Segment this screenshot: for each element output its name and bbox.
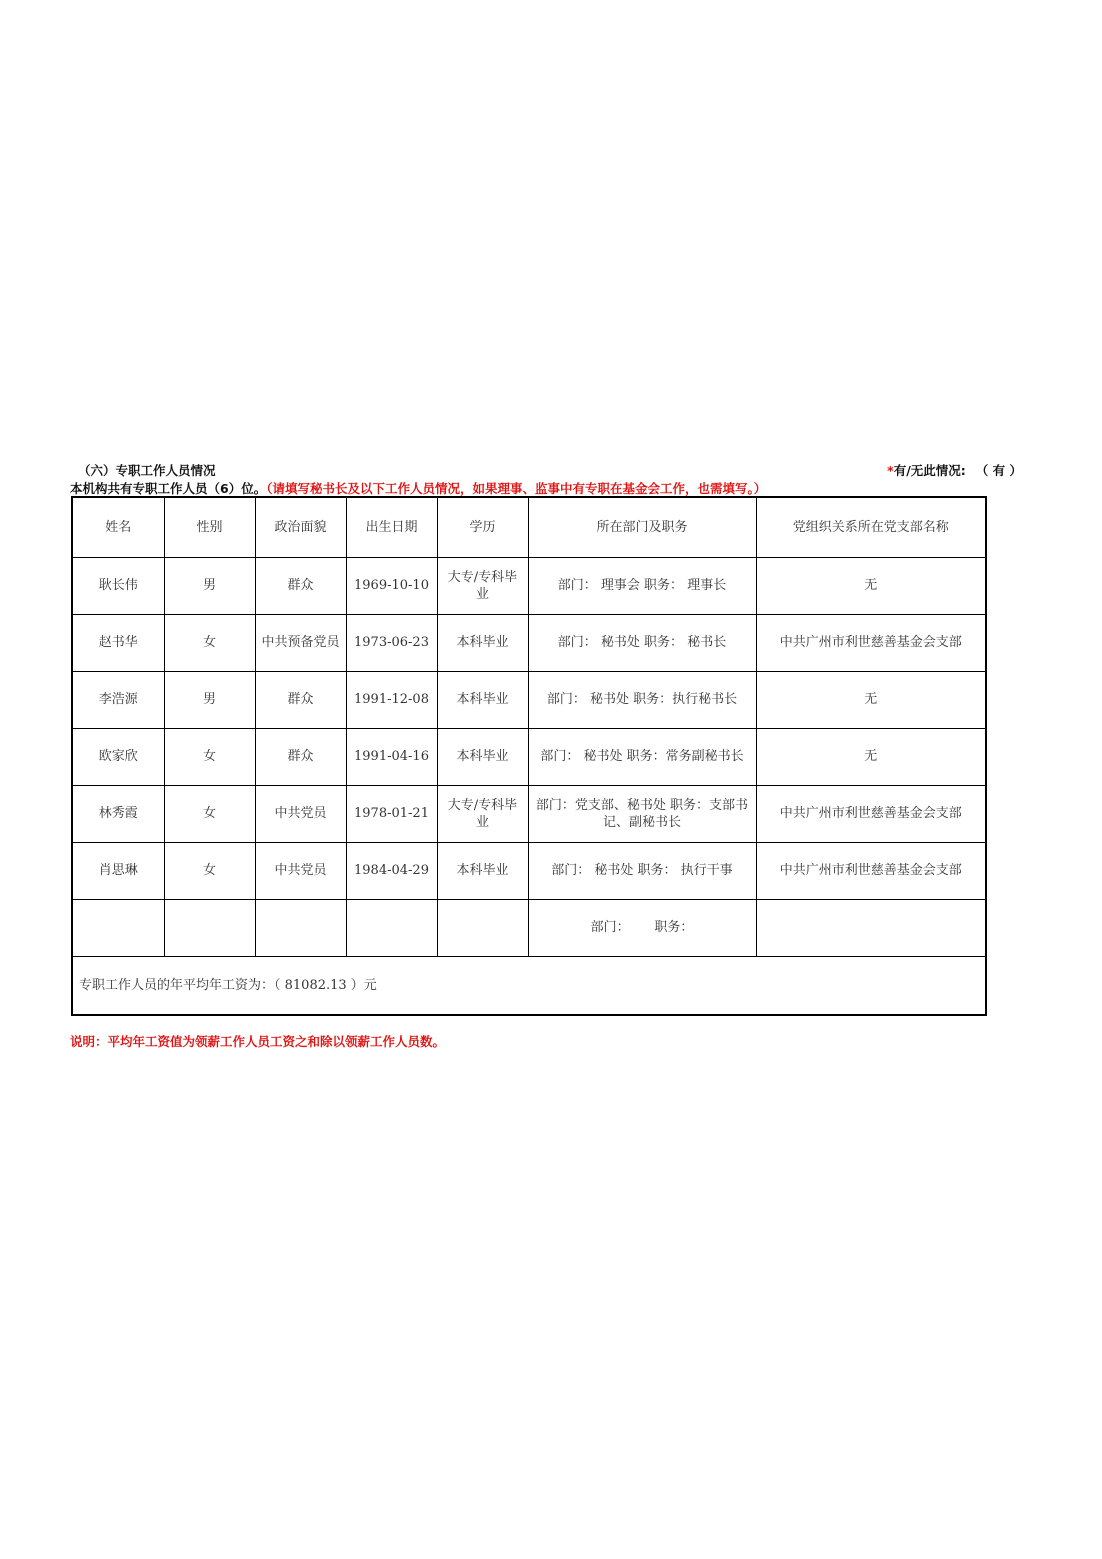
section-header xyxy=(0,461,1102,479)
cell-birth: 1978-01-21 xyxy=(346,785,437,842)
table-row xyxy=(72,842,986,899)
cell-party-branch: 无 xyxy=(756,557,986,614)
cell-gender xyxy=(164,899,255,956)
cell-education: 大专/专科毕业 xyxy=(437,557,528,614)
cell-birth: 1991-12-08 xyxy=(346,671,437,728)
cell-name xyxy=(72,899,164,956)
status-label: 有/无此情况: xyxy=(893,463,966,478)
col-header-birth: 出生日期 xyxy=(346,497,437,557)
section-title: （六）专职工作人员情况 xyxy=(78,463,216,478)
cell-name: 耿长伟 xyxy=(72,557,164,614)
col-header-name: 姓名 xyxy=(72,497,164,557)
cell-education xyxy=(437,899,528,956)
cell-name: 林秀霞 xyxy=(72,785,164,842)
cell-name: 肖思琳 xyxy=(72,842,164,899)
cell-party-branch xyxy=(756,899,986,956)
cell-political: 群众 xyxy=(255,728,346,785)
col-header-gender: 性别 xyxy=(164,497,255,557)
cell-political: 中共党员 xyxy=(255,842,346,899)
staff-count-line xyxy=(70,479,1030,497)
cell-political: 群众 xyxy=(255,557,346,614)
staff-count-text: 本机构共有专职工作人员（6）位。 xyxy=(70,481,267,496)
cell-party-branch: 无 xyxy=(756,728,986,785)
cell-party-branch: 无 xyxy=(756,671,986,728)
cell-political: 群众 xyxy=(255,671,346,728)
cell-education: 本科毕业 xyxy=(437,728,528,785)
cell-dept: 部门： 秘书处 职务：常务副秘书长 xyxy=(528,728,756,785)
cell-party-branch: 中共广州市利世慈善基金会支部 xyxy=(756,785,986,842)
cell-gender: 男 xyxy=(164,671,255,728)
required-star: * xyxy=(887,463,894,478)
cell-dept: 部门： 职务： xyxy=(528,899,756,956)
status-value: （ 有 ） xyxy=(975,463,1022,478)
cell-gender: 女 xyxy=(164,785,255,842)
col-header-political: 政治面貌 xyxy=(255,497,346,557)
cell-gender: 女 xyxy=(164,728,255,785)
cell-education: 本科毕业 xyxy=(437,842,528,899)
table-row xyxy=(72,671,986,728)
cell-name: 欧家欣 xyxy=(72,728,164,785)
cell-education: 本科毕业 xyxy=(437,671,528,728)
table-header-row xyxy=(72,497,986,557)
staff-table xyxy=(71,496,987,1016)
cell-name: 赵书华 xyxy=(72,614,164,671)
cell-birth xyxy=(346,899,437,956)
cell-education: 大专/专科毕业 xyxy=(437,785,528,842)
cell-dept: 部门： 秘书处 职务： 秘书长 xyxy=(528,614,756,671)
cell-dept: 部门： 理事会 职务： 理事长 xyxy=(528,557,756,614)
cell-gender: 女 xyxy=(164,614,255,671)
average-salary-text: 专职工作人员的年平均年工资为：（ 81082.13 ）元 xyxy=(72,956,986,1015)
table-row-empty xyxy=(72,899,986,956)
cell-gender: 女 xyxy=(164,842,255,899)
cell-birth: 1973-06-23 xyxy=(346,614,437,671)
table-row xyxy=(72,614,986,671)
cell-political: 中共党员 xyxy=(255,785,346,842)
cell-gender: 男 xyxy=(164,557,255,614)
table-footer-row xyxy=(72,956,986,1015)
table-row xyxy=(72,785,986,842)
cell-dept: 部门： 秘书处 职务：执行秘书长 xyxy=(528,671,756,728)
cell-birth: 1984-04-29 xyxy=(346,842,437,899)
cell-dept: 部门：党支部、秘书处 职务：支部书记、副秘书长 xyxy=(528,785,756,842)
cell-birth: 1969-10-10 xyxy=(346,557,437,614)
col-header-party-branch: 党组织关系所在党支部名称 xyxy=(756,497,986,557)
cell-education: 本科毕业 xyxy=(437,614,528,671)
col-header-education: 学历 xyxy=(437,497,528,557)
cell-name: 李浩源 xyxy=(72,671,164,728)
table-row xyxy=(72,728,986,785)
table-row xyxy=(72,557,986,614)
salary-note: 说明：平均年工资值为领薪工作人员工资之和除以领薪工作人员数。 xyxy=(70,1034,446,1049)
cell-birth: 1991-04-16 xyxy=(346,728,437,785)
cell-party-branch: 中共广州市利世慈善基金会支部 xyxy=(756,614,986,671)
cell-political: 中共预备党员 xyxy=(255,614,346,671)
cell-party-branch: 中共广州市利世慈善基金会支部 xyxy=(756,842,986,899)
cell-dept: 部门： 秘书处 职务： 执行干事 xyxy=(528,842,756,899)
col-header-dept: 所在部门及职务 xyxy=(528,497,756,557)
cell-political xyxy=(255,899,346,956)
fill-instruction: （请填写秘书长及以下工作人员情况，如果理事、监事中有专职在基金会工作，也需填写。） xyxy=(266,481,767,496)
status-indicator xyxy=(887,461,1022,479)
